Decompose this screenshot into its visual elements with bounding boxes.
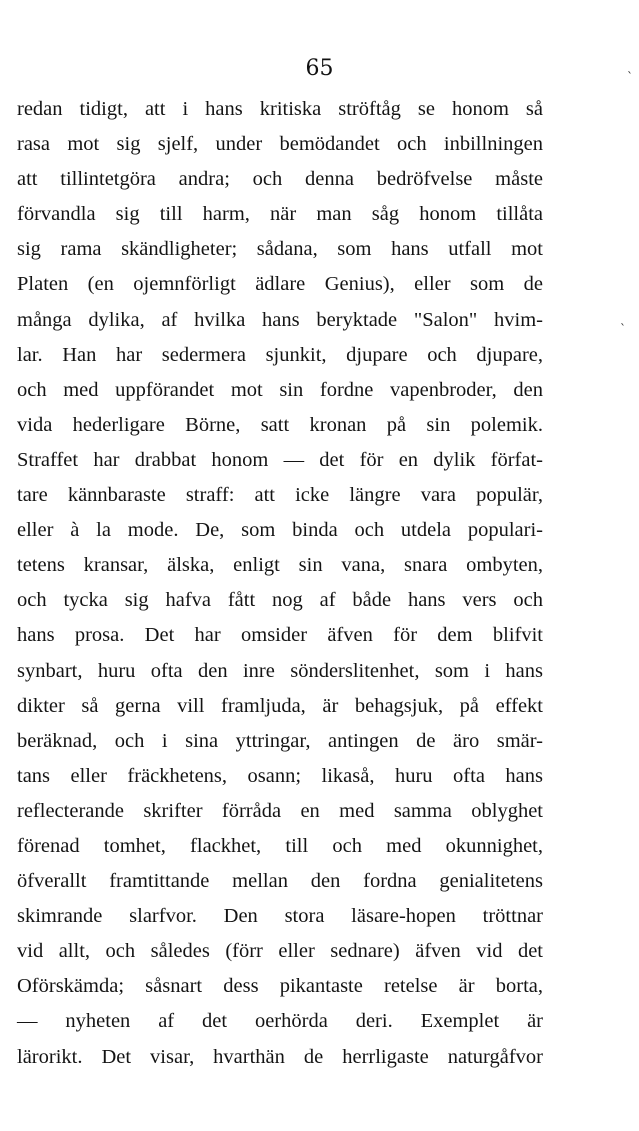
page-number: 65: [305, 56, 334, 81]
text-line: skimrande slarfvor. Den stora läsare-hopen tröttnar: [17, 905, 543, 928]
margin-mark: `: [620, 322, 626, 336]
margin-mark: `: [627, 70, 633, 84]
text-line: beräknad, och i sina yttringar, antingen de äro smär-: [17, 729, 543, 752]
text-line: tetens kransar, älska, enligt sin vana, snara ombyten,: [17, 554, 543, 577]
text-line: tare kännbaraste straff: att icke längre vara populär,: [17, 484, 543, 507]
text-line: och med uppförandet mot sin fordne vapenbroder, den: [17, 378, 543, 401]
text-line: öfverallt framtittande mellan den fordna genialitetens: [17, 870, 543, 893]
body-text: [17, 92, 543, 1075]
text-line: synbart, huru ofta den inre sönderslitenhet, som i hans: [17, 659, 543, 682]
text-line: — nyheten af det oerhörda deri. Exemplet är: [17, 1010, 543, 1033]
text-line: lar. Han har sedermera sjunkit, djupare och djupare,: [17, 343, 543, 366]
text-line: Oförskämda; såsnart dess pikantaste retelse är borta,: [17, 975, 543, 998]
text-line: förenad tomhet, flackhet, till och med okunnighet,: [17, 834, 543, 857]
text-line: vid allt, och således (förr eller sednare) äfven vid det: [17, 940, 543, 963]
text-line: att tillintetgöra andra; och denna bedröfvelse måste: [17, 168, 543, 191]
text-line: hans prosa. Det har omsider äfven för dem blifvit: [17, 624, 543, 647]
text-line: redan tidigt, att i hans kritiska ströftåg se honom så: [17, 98, 543, 120]
text-line: rasa mot sig sjelf, under bemödandet och inbillningen: [17, 133, 543, 156]
text-line: många dylika, af hvilka hans beryktade "Salon" hvim-: [17, 308, 543, 331]
text-line: vida hederligare Börne, satt kronan på sin polemik.: [17, 413, 543, 436]
text-line: Platen (en ojemnförligt ädlare Genius), eller som de: [17, 273, 543, 296]
text-line: sig rama skändligheter; sådana, som hans utfall mot: [17, 238, 543, 261]
text-line: eller à la mode. De, som binda och utdela populari-: [17, 519, 543, 542]
text-line: förvandla sig till harm, när man såg honom tillåta: [17, 203, 543, 226]
text-line: Straffet har drabbat honom — det för en dylik förfat-: [17, 448, 543, 471]
text-line: lärorikt. Det visar, hvarthän de herrligaste naturgåfvor: [17, 1045, 543, 1068]
text-line: reflecterande skrifter förråda en med samma oblyghet: [17, 799, 543, 822]
text-line: tans eller fräckhetens, osann; likaså, huru ofta hans: [17, 764, 543, 787]
text-line: och tycka sig hafva fått nog af både hans vers och: [17, 589, 543, 612]
text-line: dikter så gerna vill framljuda, är behagsjuk, på effekt: [17, 694, 543, 717]
